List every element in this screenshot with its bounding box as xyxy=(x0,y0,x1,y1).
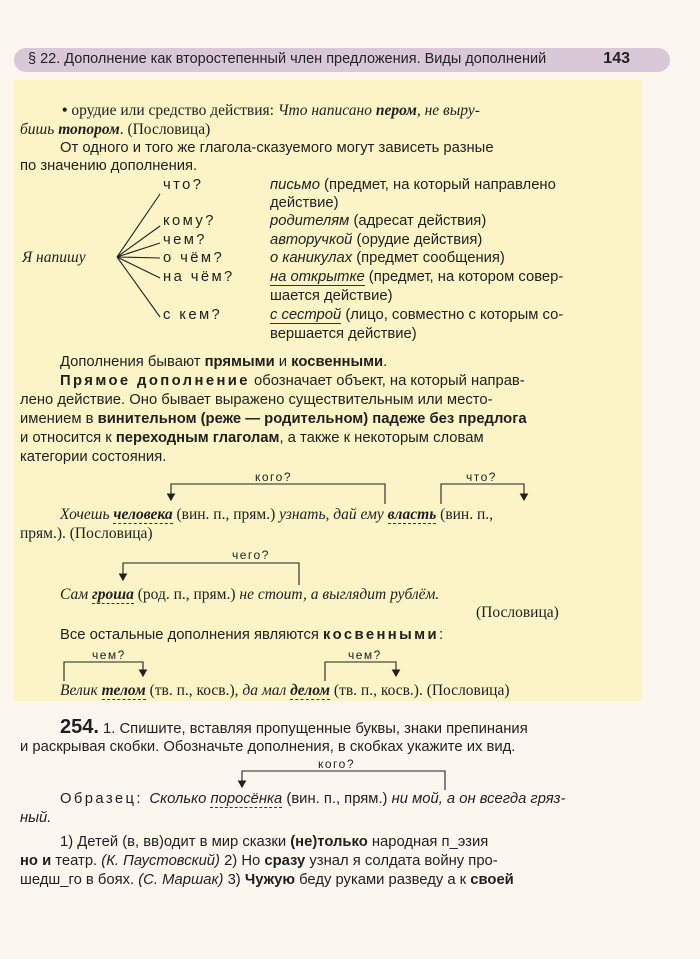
scheme-a6: с сестрой (лицо, совместно с которым со- xyxy=(270,307,564,323)
scheme-q5: на чём? xyxy=(163,269,235,285)
scheme-a1: письмо (предмет, на который направлено xyxy=(270,177,556,193)
example2-source: (Пословица) xyxy=(476,604,559,621)
question-chem-2: чем? xyxy=(348,648,382,662)
scheme-q3: чем? xyxy=(163,232,207,248)
theory-line-1: Дополнения бывают прямыми и косвенными. xyxy=(60,354,388,370)
theory-line-6: категории состояния. xyxy=(20,449,167,465)
theory-line-3: лено действие. Оно бывает выражено существительным или место- xyxy=(20,392,493,408)
example2-line: Сам гроша (род. п., прям.) не стоит, а выглядит рублём. xyxy=(60,586,440,603)
intro-line-1: • орудие или средство действия: Что написано пером, не выру- xyxy=(62,102,480,119)
scheme-a5-cont: шается действие) xyxy=(270,288,393,304)
indirect-intro: Все остальные дополнения являются косвенными: xyxy=(60,627,444,643)
scheme-a5: на открытке (предмет, на котором совер- xyxy=(270,269,564,285)
scheme-a2: родителям (адресат действия) xyxy=(270,213,487,229)
scheme-a1-cont: действие) xyxy=(270,195,339,211)
question-chem-1: чем? xyxy=(92,648,126,662)
sample-cont: ный. xyxy=(20,810,52,826)
theory-line-4: имением в винительном (реже — родительном) падеже без предлога xyxy=(20,411,527,427)
exercise-line-3: шедш_го в боях. (С. Маршак) 3) Чужую беду руками разведу а к своей xyxy=(20,872,514,888)
example1-line: Хочешь человека (вин. п., прям.) узнать, дай ему власть (вин. п., xyxy=(60,506,494,523)
exercise-task-line-2: и раскрывая скобки. Обозначьте дополнения, в скобках укажите их вид. xyxy=(20,739,516,755)
bracket-chego xyxy=(123,563,299,585)
scheme-q4: о чём? xyxy=(163,250,225,266)
theory-line-5: и относится к переходным глаголам, а также к некоторым словам xyxy=(20,430,484,446)
exercise-line-2: но и театр. (К. Паустовский) 2) Но сразу узнал я солдата войну про- xyxy=(20,853,498,869)
scheme-q6: с кем? xyxy=(163,307,223,323)
question-chego: чего? xyxy=(232,548,270,562)
indirect-example: Велик телом (тв. п., косв.), да мал делом (тв. п., косв.). (Пословица) xyxy=(60,682,510,699)
scheme-a3: авторучкой (орудие действия) xyxy=(270,232,483,248)
intro-line-3: От одного и того же глагола-сказуемого могут зависеть разные xyxy=(60,140,494,156)
page-number: 143 xyxy=(603,50,630,67)
bracket-kogo xyxy=(171,484,524,504)
section-title: § 22. Дополнение как второстепенный член предложения. Виды дополнений xyxy=(28,51,547,67)
intro-line-4: по значению дополнения. xyxy=(20,158,198,174)
sample-line: Образец: Сколько поросёнка (вин. п., прям.) ни мой, а он всегда гряз- xyxy=(60,791,566,807)
example1-cont: прям.). (Пословица) xyxy=(20,525,153,542)
fan-lines xyxy=(117,194,160,317)
scheme-q1: что? xyxy=(163,177,204,193)
scheme-verb: Я напишу xyxy=(22,249,86,266)
exercise-task-line-1: 254. 1. Спишите, вставляя пропущенные буквы, знаки препинания xyxy=(60,716,528,738)
scheme-a6-cont: вершается действие) xyxy=(270,326,417,342)
theory-line-2: Прямое дополнение обозначает объект, на который направ- xyxy=(60,373,525,389)
intro-line-2: бишь топором. (Пословица) xyxy=(20,121,211,138)
question-kogo: кого? xyxy=(255,470,293,484)
scheme-q2: кому? xyxy=(163,213,216,229)
question-chto: что? xyxy=(466,470,497,484)
question-kogo-sample: кого? xyxy=(318,757,356,771)
scheme-a4: о каникулах (предмет сообщения) xyxy=(270,250,505,266)
exercise-line-1: 1) Детей (в, вв)одит в мир сказки (не)только народная п_эзия xyxy=(60,834,489,850)
